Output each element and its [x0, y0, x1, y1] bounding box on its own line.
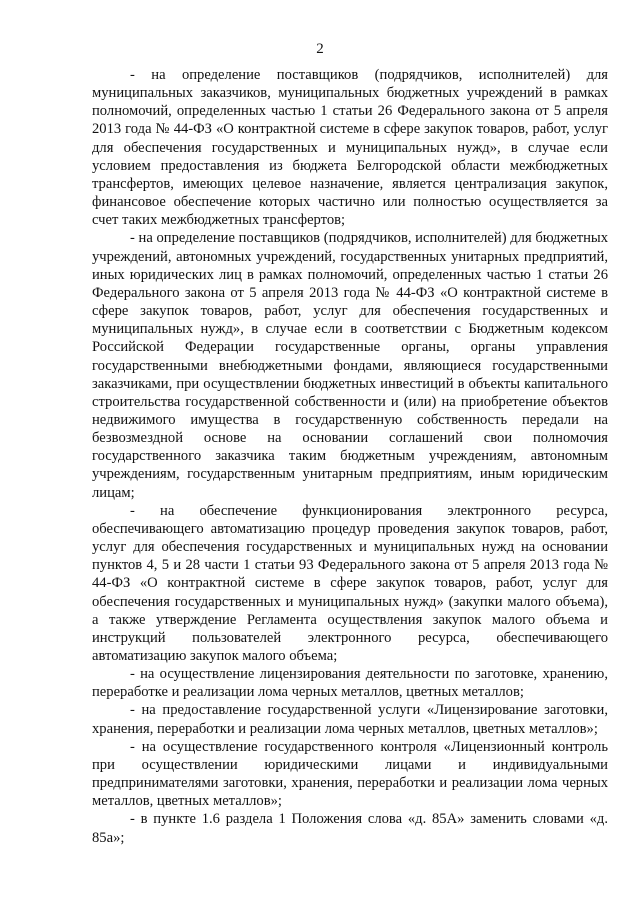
paragraph-licensing-scrap-metal: - на осуществление лицензирования деятельности по заготовке, хранению, переработке и реализации лома черных металлов, цветных металлов; [92, 666, 608, 701]
paragraph-amendment: - в пункте 1.6 раздела 1 Положения слова «д. 85А» заменить словами «д. 85а»; [92, 811, 608, 846]
paragraph-procurement-municipal: - на определение поставщиков (подрядчиков, исполнителей) для муниципальных заказчиков, муниципальных бюджетных учреждений в рамках полномочий, определенных частью 1 статьи 26 Федерального закона от 5 апреля 2013 года № 44-ФЗ «О контрактной системе в сфере закупок товаров, работ, услуг для обеспечения государственных и муниципальных нужд», в случае если условием предоставления из бюджета Белгородской области межбюджетных трансфертов, имеющих целевое назначение, является централизация закупок, финансовое обеспечение которых частично или полностью осуществляется за счет таких межбюджетных трансфертов; [92, 67, 608, 229]
paragraph-electronic-resource: - на обеспечение функционирования электронного ресурса, обеспечивающего автоматизацию процедур проведения закупок товаров, работ, услуг для обеспечения государственных и муниципальных нужд на основании пунктов 4, 5 и 28 части 1 статьи 93 Федерального закона от 5 апреля 2013 года № 44-ФЗ «О контрактной системе в сфере закупок товаров, работ, услуг для обеспечения государственных и муниципальных нужд» (закупки малого объема), а также утверждение Регламента осуществления закупок малого объема и инструкций пользователей электронного ресурса, обеспечивающего автоматизацию закупок малого объема; [92, 502, 608, 664]
page-number: 2 [316, 41, 324, 57]
paragraph-state-control: - на осуществление государственного контроля «Лицензионный контроль при осуществлении юридическими лицами и индивидуальными предпринимателями заготовки, хранения, переработки и реализации лома черных металлов, цветных металлов»; [92, 738, 608, 810]
paragraph-procurement-institutions: - на определение поставщиков (подрядчиков, исполнителей) для бюджетных учреждений, автономных учреждений, государственных унитарных предприятий, иных юридических лиц в рамках полномочий, определенных частью 1 статьи 26 Федерального закона от 5 апреля 2013 года № 44-ФЗ «О контрактной системе в сфере закупок товаров, работ, услуг для обеспечения государственных и муниципальных нужд», в случае если в соответствии с Бюджетным кодексом Российской Федерации государственные органы, органы управления государственными внебюджетными фондами, являющиеся государственными заказчиками, при осуществлении бюджетных инвестиций в объекты капитального строительства государственной собственности и (или) на приобретение объектов недвижимого имущества в государственную собственность передали на безвозмездной основе на основании соглашений свои полномочия государственного заказчика таким бюджетным учреждениям, автономным учреждениям, государственным унитарным предприятиям, иным юридическим лицам; [92, 230, 608, 501]
paragraph-state-service: - на предоставление государственной услуги «Лицензирование заготовки, хранения, переработки и реализации лома черных металлов, цветных металлов»; [92, 702, 608, 737]
document-body [92, 66, 608, 847]
